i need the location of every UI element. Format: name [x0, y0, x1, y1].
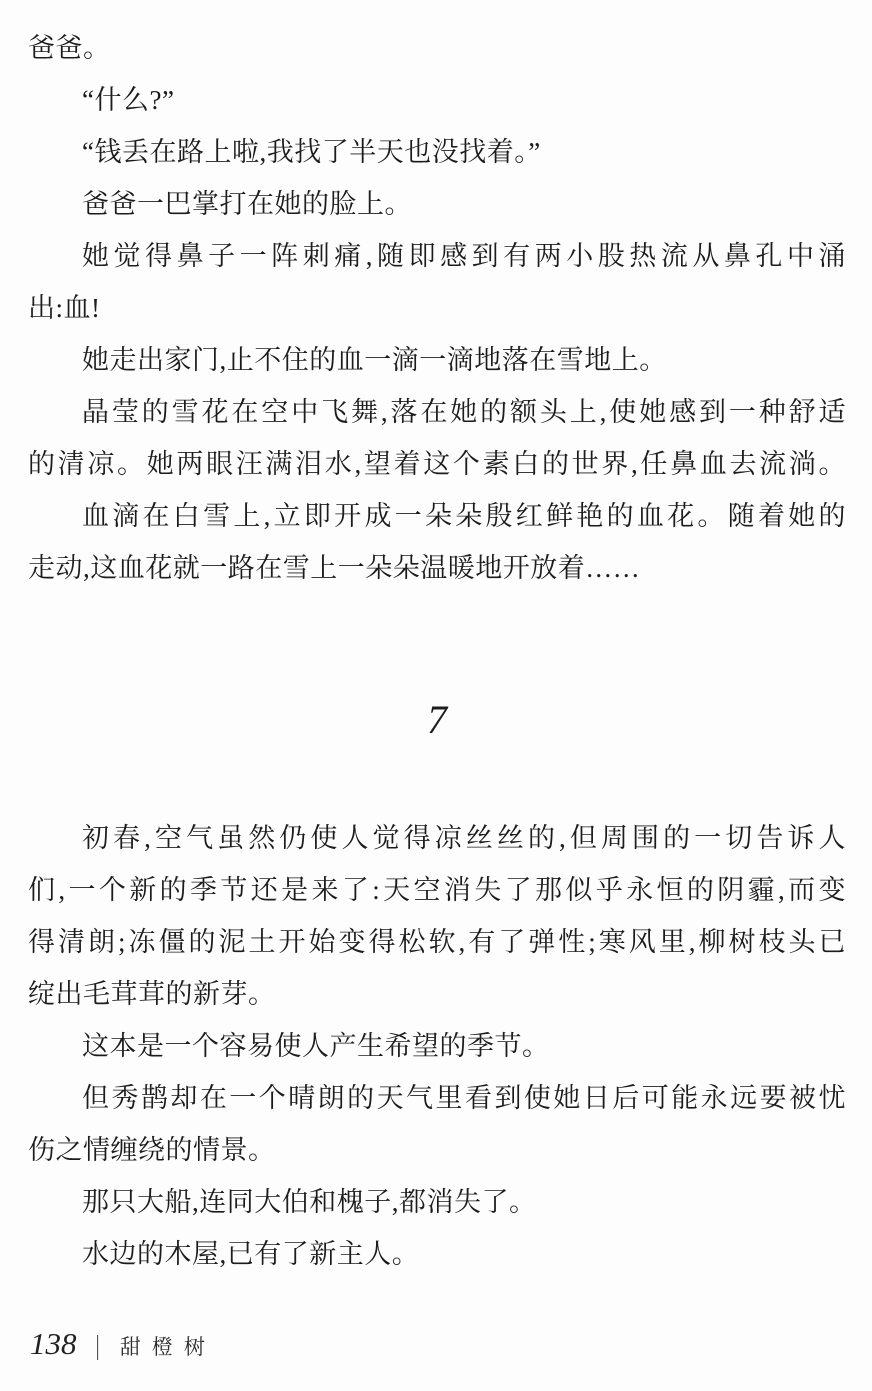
text-line: 初春,空气虽然仍使人觉得凉丝丝的,但周围的一切告诉人: [82, 823, 846, 853]
text-line: 那只大船,连同大伯和槐子,都消失了。: [82, 1187, 537, 1217]
text-line: 这本是一个容易使人产生希望的季节。: [82, 1031, 550, 1061]
text-line: 晶莹的雪花在空中飞舞,落在她的额头上,使她感到一种舒适: [82, 397, 846, 427]
text-line: 绽出毛茸茸的新芽。: [28, 979, 276, 1009]
page-body: [28, 22, 846, 1280]
page-number: 138: [30, 1326, 77, 1361]
section-number: 7: [427, 697, 447, 742]
text-line: 爸爸。: [28, 33, 111, 63]
book-title: 甜橙树: [119, 1335, 216, 1359]
text-line: 的清凉。她两眼汪满泪水,望着这个素白的世界,任鼻血去流淌。: [28, 449, 846, 479]
text-line: 们,一个新的季节还是来了:天空消失了那似乎永恒的阴霾,而变: [28, 875, 846, 905]
text-line: 得清朗;冻僵的泥土开始变得松软,有了弹性;寒风里,柳树枝头已: [28, 927, 846, 957]
text-line: 但秀鹊却在一个晴朗的天气里看到使她日后可能永远要被忧: [82, 1083, 846, 1113]
text-line: 爸爸一巴掌打在她的脸上。: [82, 189, 412, 219]
text-line: 她走出家门,止不住的血一滴一滴地落在雪地上。: [82, 345, 667, 375]
text-line: 血滴在白雪上,立即开成一朵朵殷红鲜艳的血花。随着她的: [82, 501, 846, 531]
text-line: 伤之情缠绕的情景。: [28, 1135, 276, 1165]
footer-separator: |: [95, 1330, 100, 1360]
text-line: 出:血!: [28, 293, 101, 323]
text-line: 她觉得鼻子一阵刺痛,随即感到有两小股热流从鼻孔中涌: [82, 241, 846, 271]
text-line: “什么?”: [82, 85, 175, 115]
page-footer: [30, 1326, 216, 1362]
text-line: 水边的木屋,已有了新主人。: [82, 1239, 420, 1269]
text-line: 走动,这血花就一路在雪上一朵朵温暖地开放着……: [28, 553, 641, 583]
text-line: “钱丢在路上啦,我找了半天也没找着。”: [82, 137, 541, 167]
